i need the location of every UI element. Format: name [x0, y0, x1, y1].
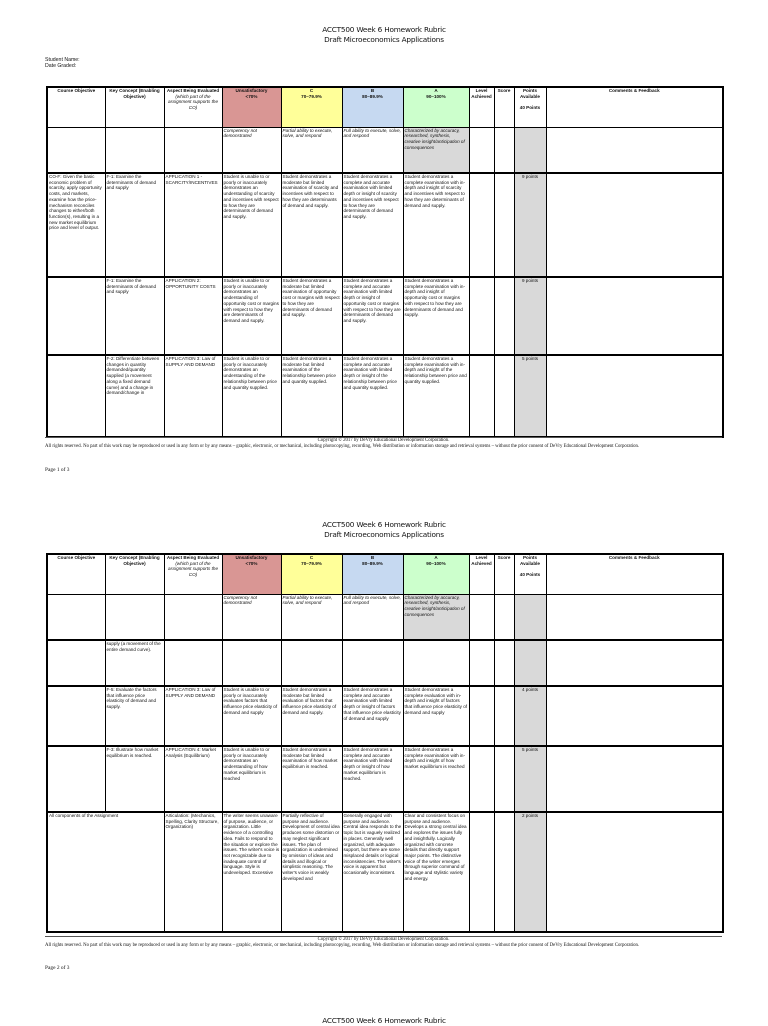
unsat-cell — [222, 640, 281, 686]
points-cell — [514, 640, 546, 686]
key-concept-cell: F-3: Illustrate how market equilibrium is reached. — [105, 746, 164, 812]
level-cell — [469, 686, 494, 746]
c-cell: Student demonstrates a moderate but limited evaluation of factors that influence price elasticity of demand and supply. — [281, 686, 342, 746]
aspect-cell — [164, 640, 222, 686]
b-title: B — [370, 555, 375, 560]
b-cell: Student demonstrates a complete and accurate examination with limited depth or insight of factors that influence price elasticity of demand and supply — [342, 686, 403, 746]
b-cell: Generally engaged with purpose and audience. Central idea responds to the topic but is vaguely realized in places. Generally well organized, with adequate support, but there are some misplaced details or logical inconsistencies. The writer's voice is apparent but occasionally inconsistent. — [342, 812, 403, 932]
points-cell: 2 points — [514, 812, 546, 932]
descriptor-unsat: Competency not demonstrated — [222, 127, 281, 173]
header-unsatisfactory — [222, 87, 281, 127]
header-grade-b — [342, 554, 403, 594]
header-aspect — [164, 87, 222, 127]
aspect-cell: Articulation: (Mechanics, Spelling, Clarity Structure, Organization) — [164, 812, 222, 932]
comments-cell — [546, 173, 723, 277]
a-cell: Student demonstrates a complete examination with in-depth and insight of scarcity and incentives with respect to how they are determinants of demand and supply. — [403, 173, 469, 277]
comments-cell — [546, 686, 723, 746]
points-total: 40 Points — [519, 572, 541, 578]
aspect-cell: APPLICATION 1 - SCARCITY/INCENTIVES — [164, 173, 222, 277]
header-score: Score — [494, 554, 514, 594]
comments-cell — [546, 746, 723, 812]
header-key-concept: Key Concept (Enabling Objective) — [105, 87, 164, 127]
points-cell: 5 points — [514, 746, 546, 812]
unsat-cell: Student is unable to or poorly or inaccurately demonstrates an understanding of scarcity and incentives with respect to how they are determinants of demand and supply. — [222, 173, 281, 277]
rubric-table — [46, 553, 724, 933]
copyright-line: Copyright © 2017 by DeVry Educational Development Corporation. — [317, 438, 450, 443]
table-row — [47, 355, 723, 437]
comments-cell — [546, 640, 723, 686]
course-objective-cell: CO-F: Given the basic economic problem of scarcity, apply opportunity costs, and markets, examine how the price-mechanism reconciles changes to either/both function(s), resulting in a new market equilibrium price and level of output. — [47, 173, 105, 277]
aspect-note: (which part of the assignment supports the CO) — [167, 560, 219, 578]
unsat-title: Unsatisfactory — [235, 88, 268, 93]
key-concept-cell: F-1: Examine the determinants of demand and supply — [105, 173, 164, 277]
a-cell: Student demonstrates a complete examination with in-depth and insight of how market equilibrium is reached — [403, 746, 469, 812]
b-cell: Student demonstrates a complete and accurate examination with limited depth or insight of scarcity and incentives with respect to how they are determinants of demand and supply. — [342, 173, 403, 277]
rubric-header-row — [47, 87, 723, 127]
table-row — [47, 812, 723, 932]
aspect-cell: APPLICATION 3: Law of SUPPLY AND DEMAND — [164, 355, 222, 437]
course-objective-cell — [47, 746, 105, 812]
c-range: 70–79.9% — [301, 560, 322, 566]
aspect-label: Aspect Being Evaluated — [166, 555, 220, 560]
comments-cell — [546, 355, 723, 437]
table-row — [47, 173, 723, 277]
date-graded-label: Date Graded: — [45, 63, 77, 69]
header-course-objective: Course Objective — [47, 87, 105, 127]
course-objective-cell — [47, 355, 105, 437]
key-concept-cell: supply (a movement of the entire demand curve). — [105, 640, 164, 686]
descriptor-a: Characterized by accuracy, researched, synthesis, creative insight/anticipation of consequences — [403, 594, 469, 640]
points-label: Points Available — [519, 88, 540, 99]
descriptor-b: Full ability to execute, solve, and respond — [342, 594, 403, 640]
rights-notice: All rights reserved. No part of this work may be reproduced or used in any form or by any means – graphic, electronic, or mechanical, including photocopying, recording, Web distribution or information storage and retrieval systems – without the prior consent of DeVry Educational Development Corporation. — [45, 943, 640, 948]
points-total: 40 Points — [519, 105, 541, 111]
course-objective-cell — [47, 277, 105, 355]
b-title: B — [370, 88, 375, 93]
header-points-available — [514, 554, 546, 594]
a-cell — [403, 640, 469, 686]
points-label: Points Available — [519, 555, 540, 566]
page-footer — [45, 936, 722, 949]
level-cell — [469, 173, 494, 277]
header-unsatisfactory — [222, 554, 281, 594]
score-cell — [494, 355, 514, 437]
score-cell — [494, 640, 514, 686]
c-cell: Student demonstrates a moderate but limited examination of the relationship between price and quantity supplied. — [281, 355, 342, 437]
course-objective-cell — [47, 686, 105, 746]
header-score: Score — [494, 87, 514, 127]
unsat-cell: Student is unable to or poorly or inaccurately demonstrates an understanding of opportunity cost or margins with respect to how they are determinants of demand and supply. — [222, 277, 281, 355]
b-cell: Student demonstrates a complete and accurate examination with limited depth or insight of opportunity cost or margins with respect to how they are determinants of demand and supply. — [342, 277, 403, 355]
descriptor-c: Partial ability to execute, solve, and respond — [281, 127, 342, 173]
c-title: C — [309, 88, 314, 93]
comments-cell — [546, 277, 723, 355]
unsat-title: Unsatisfactory — [235, 555, 268, 560]
header-comments: Comments & Feedback — [546, 87, 723, 127]
aspect-cell: APPLICATION 2: OPPORTUNITY COSTS — [164, 277, 222, 355]
page-number: Page 1 of 3 — [45, 467, 70, 473]
b-cell — [342, 640, 403, 686]
c-range: 70–79.9% — [301, 93, 322, 99]
a-title: A — [434, 88, 438, 93]
header-grade-a — [403, 87, 469, 127]
page-footer — [45, 437, 722, 450]
header-points-available — [514, 87, 546, 127]
points-cell: 5 points — [514, 355, 546, 437]
rubric-header-row — [47, 554, 723, 594]
aspect-label: Aspect Being Evaluated — [166, 88, 220, 93]
table-row — [47, 277, 723, 355]
c-cell — [281, 640, 342, 686]
unsat-cell: The writer seems unaware of purpose, audience, or organization. Little evidence of a controlling idea. Fails to respond to the situation or explore the issues. The writer's voice is not recognizable due to inadequate control of language. Style is undeveloped. Excessive — [222, 812, 281, 932]
header-key-concept: Key Concept (Enabling Objective) — [105, 554, 164, 594]
comments-cell — [546, 812, 723, 932]
key-concept-cell: F-5: Evaluate the factors that influence price elasticity of demand and supply. — [105, 686, 164, 746]
table-row — [47, 746, 723, 812]
level-cell — [469, 355, 494, 437]
key-concept-cell: F-2: Differentiate between changes in quantity demanded/quantity supplied (a movement along a fixed demand curve) and a change in demand/change in — [105, 355, 164, 437]
c-cell: Partially reflective of purpose and audience. Development of central idea produces some distortion or may neglect significant issues. The plan of organization is undermined by omission of ideas and details and illogical or simplistic reasoning. The writer's voice is weakly developed and — [281, 812, 342, 932]
b-cell: Student demonstrates a complete and accurate examination with limited depth or insight of the relationship between price and quantity supplied. — [342, 355, 403, 437]
descriptor-b: Full ability to execute, solve, and respond — [342, 127, 403, 173]
header-aspect — [164, 554, 222, 594]
page-number: Page 2 of 3 — [45, 965, 70, 971]
unsat-cell: Student is unable to or poorly or inaccurately evaluates factors that influence price elasticity of demand and supply — [222, 686, 281, 746]
course-objective-cell: All components of the Assignment — [47, 812, 164, 932]
header-grade-a — [403, 554, 469, 594]
document-title: ACCT500 Week 6 Homework Rubric — [322, 25, 446, 34]
c-cell: Student demonstrates a moderate but limited examination of how market equilibrium is reached. — [281, 746, 342, 812]
copyright-line: Copyright © 2017 by DeVry Educational Development Corporation. — [317, 937, 450, 942]
rights-notice: All rights reserved. No part of this work may be reproduced or used in any form or by any means – graphic, electronic, or mechanical, including photocopying, recording, Web distribution or information storage and retrieval systems – without the prior consent of DeVry Educational Development Corporation. — [45, 444, 640, 449]
score-cell — [494, 686, 514, 746]
unsat-cell: Student is unable to or poorly or inaccurately demonstrates an understanding of the relationship between price and quantity supplied. — [222, 355, 281, 437]
b-cell: Student demonstrates a complete and accurate examination with limited depth or insight of how market equilibrium is reached. — [342, 746, 403, 812]
points-cell: 9 points — [514, 277, 546, 355]
header-level-achieved: Level Achieved — [469, 554, 494, 594]
c-title: C — [309, 555, 314, 560]
score-cell — [494, 277, 514, 355]
a-title: A — [434, 555, 438, 560]
document-subtitle: Draft Microeconomics Applications — [324, 35, 444, 44]
c-cell: Student demonstrates a moderate but limited examination of opportunity cost or margins with respect to how they are determinants of demand and supply. — [281, 277, 342, 355]
document-title: ACCT500 Week 6 Homework Rubric — [322, 520, 446, 529]
a-range: 90–100% — [426, 93, 446, 99]
a-cell: Student demonstrates a complete evaluation with in-depth and insight of factors that influence price elasticity of demand and supply — [403, 686, 469, 746]
b-range: 80–89.9% — [362, 560, 383, 566]
descriptor-a: Characterized by accuracy, researched, synthesis, creative insight/anticipation of consequences — [403, 127, 469, 173]
descriptor-unsat: Competency not demonstrated — [222, 594, 281, 640]
table-row — [47, 686, 723, 746]
score-cell — [494, 746, 514, 812]
c-cell: Student demonstrates a moderate but limited examination of scarcity and incentives with respect to how they are determinants of demand and supply. — [281, 173, 342, 277]
key-concept-cell: F-1: Examine the determinants of demand and supply — [105, 277, 164, 355]
a-cell: Clear and consistent focus on purpose and audience. Develops a strong central idea and explores the issues fully and insightfully. Logically organized with concrete details that directly support major points. The distinctive voice of the writer emerges through superior command of language and stylistic variety and energy. — [403, 812, 469, 932]
student-name-label: Student Name: — [45, 57, 80, 63]
descriptor-c: Partial ability to execute, solve, and respond — [281, 594, 342, 640]
header-grade-c — [281, 87, 342, 127]
document-title: ACCT500 Week 6 Homework Rubric — [322, 1016, 446, 1025]
rubric-table — [46, 86, 724, 438]
rubric-descriptor-row — [47, 127, 723, 173]
points-cell: 4 points — [514, 686, 546, 746]
score-cell — [494, 173, 514, 277]
a-cell: Student demonstrates a complete examination with in-depth and insight of opportunity cost or margins with respect to how they are determinants of demand and supply. — [403, 277, 469, 355]
table-row — [47, 640, 723, 686]
points-cell: 9 points — [514, 173, 546, 277]
a-cell: Student demonstrates a complete examination with in-depth and insight of the relationship between price and quantity supplied. — [403, 355, 469, 437]
b-range: 80–89.9% — [362, 93, 383, 99]
aspect-cell: APPLICATION 4: Market Analysis (Equilibrium) — [164, 746, 222, 812]
unsat-cell: Student is unable to or poorly or inaccurately demonstrates an understanding of how market equilibrium is reached — [222, 746, 281, 812]
unsat-range: <70% — [245, 560, 258, 566]
level-cell — [469, 277, 494, 355]
unsat-range: <70% — [245, 93, 258, 99]
score-cell — [494, 812, 514, 932]
header-course-objective: Course Objective — [47, 554, 105, 594]
aspect-note: (which part of the assignment supports the CO) — [167, 93, 219, 111]
level-cell — [469, 640, 494, 686]
header-comments: Comments & Feedback — [546, 554, 723, 594]
level-cell — [469, 746, 494, 812]
header-level-achieved: Level Achieved — [469, 87, 494, 127]
rubric-descriptor-row — [47, 594, 723, 640]
level-cell — [469, 812, 494, 932]
header-grade-c — [281, 554, 342, 594]
header-grade-b — [342, 87, 403, 127]
aspect-cell: APPLICATION 3: Law of SUPPLY AND DEMAND — [164, 686, 222, 746]
a-range: 90–100% — [426, 560, 446, 566]
document-subtitle: Draft Microeconomics Applications — [324, 530, 444, 539]
course-objective-cell — [47, 640, 105, 686]
